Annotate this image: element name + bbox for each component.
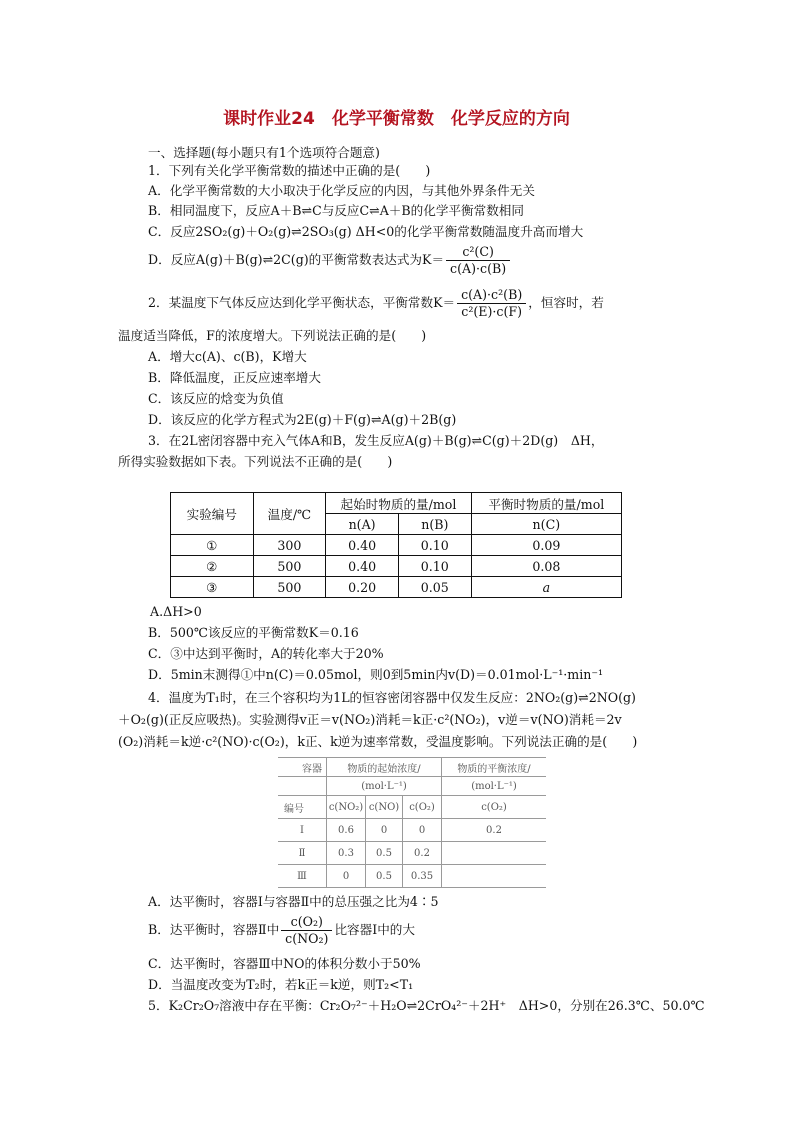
q4-th-c4: c(O₂) <box>442 796 547 819</box>
table-cell: Ⅲ <box>278 865 327 888</box>
q4-option-c: C．达平衡时，容器Ⅲ中NO的体积分数小于50% <box>148 956 421 971</box>
table-cell: Ⅱ <box>278 842 327 865</box>
q3-data-table <box>170 492 622 598</box>
table-row <box>171 577 622 598</box>
table-cell: 300 <box>253 535 326 556</box>
q4-th-start-unit: (mol·L⁻¹) <box>327 777 442 796</box>
q4-option-a: A．达平衡时，容器Ⅰ与容器Ⅱ中的总压强之比为4∶5 <box>148 894 439 909</box>
table-cell: 0 <box>403 819 442 842</box>
table-cell: 0.20 <box>326 577 399 598</box>
q4-option-b-text: B．达平衡时，容器Ⅱ中 <box>148 922 280 937</box>
table-row <box>278 865 546 888</box>
table-cell: 500 <box>253 577 326 598</box>
table-cell: 0 <box>366 819 403 842</box>
table-cell: 0.2 <box>403 842 442 865</box>
q4-th-c3: c(O₂) <box>403 796 442 819</box>
q2-option-a: A．增大c(A)、c(B)，K增大 <box>148 349 307 364</box>
q4-th-container: 容器 <box>278 758 327 777</box>
table-cell: ③ <box>171 577 254 598</box>
q3-th-temp: 温度/℃ <box>253 493 326 535</box>
q4-th-no: 编号 <box>278 796 327 819</box>
q2-stem <box>148 287 604 320</box>
q4-table-subheader-row <box>278 796 546 819</box>
q3-stem: 3．在2L密闭容器中充入气体A和B，发生反应A(g)＋B(g)⇌C(g)＋2D(g) ΔH， <box>148 433 604 448</box>
table-cell: ① <box>171 535 254 556</box>
q4-stem-line2: ＋O₂(g)(正反应吸热)。实验测得v正＝v(NO₂)消耗＝k正·c²(NO₂)，v逆＝v(NO)消耗＝2v <box>118 712 622 727</box>
q1-fraction <box>446 244 510 277</box>
q4-th-eq: 物质的平衡浓度/ <box>442 758 547 777</box>
q3-th-start: 起始时物质的量/mol <box>326 493 471 514</box>
q4-fraction <box>281 914 332 947</box>
q3-option-a: A.ΔH>0 <box>150 604 202 619</box>
q1-option-c: C．反应2SO₂(g)＋O₂(g)⇌2SO₃(g) ΔH<0的化学平衡常数随温度升高而增大 <box>148 224 584 239</box>
table-cell: 0.2 <box>442 819 547 842</box>
q1-option-d <box>148 244 512 277</box>
q2-fraction-num: c(A)·c²(B) <box>457 287 526 304</box>
q1-stem: 1．下列有关化学平衡常数的描述中正确的是( ) <box>148 163 431 178</box>
q4-data-table <box>278 757 546 888</box>
q4-option-d: D．当温度改变为T₂时，若k正＝k逆，则T₂<T₁ <box>148 977 414 992</box>
q1-option-a: A．化学平衡常数的大小取决于化学反应的内因，与其他外界条件无关 <box>148 183 535 198</box>
q2-stem-line2: 温度适当降低，F的浓度增大。下列说法正确的是( ) <box>118 328 427 343</box>
q4-th-blank <box>278 777 327 796</box>
q4-option-b <box>148 914 415 947</box>
q2-fraction-den: c²(E)·c(F) <box>461 304 523 319</box>
q2-stem-post: ，恒容时，若 <box>528 295 604 310</box>
q2-option-b: B．降低温度，正反应速率增大 <box>148 370 321 385</box>
q3-th-id: 实验编号 <box>171 493 254 535</box>
q2-fraction <box>457 287 526 320</box>
q5-stem-line1: 5．K₂Cr₂O₇溶液中存在平衡：Cr₂O₇²⁻＋H₂O⇌2CrO₄²⁻＋2H⁺ ΔH>0，分别在26.3℃、50.0℃ <box>148 998 705 1013</box>
q4-fraction-num: c(O₂) <box>281 914 332 931</box>
q4-table-header-row2 <box>278 777 546 796</box>
q1-option-b: B．相同温度下，反应A＋B⇌C与反应C⇌A＋B的化学平衡常数相同 <box>148 203 524 218</box>
table-cell: 0.09 <box>471 535 621 556</box>
table-cell <box>442 842 547 865</box>
table-row <box>278 842 546 865</box>
q4-th-c2: c(NO) <box>366 796 403 819</box>
table-row <box>171 535 622 556</box>
q4-th-eq-unit: (mol·L⁻¹) <box>442 777 547 796</box>
q4-th-c1: c(NO₂) <box>327 796 366 819</box>
table-cell: 0.5 <box>366 842 403 865</box>
q3-option-b: B．500℃该反应的平衡常数K＝0.16 <box>148 625 359 640</box>
table-cell: 0.10 <box>398 535 471 556</box>
table-cell: 0.08 <box>471 556 621 577</box>
q3-th-eq: 平衡时物质的量/mol <box>471 493 621 514</box>
q1-option-d-text: D．反应A(g)＋B(g)⇌2C(g)的平衡常数表达式为K＝ <box>148 252 445 267</box>
q3-th-nB: n(B) <box>398 514 471 535</box>
q1-fraction-num: c²(C) <box>446 244 510 261</box>
table-cell: 0.3 <box>327 842 366 865</box>
q2-option-c: C．该反应的焓变为负值 <box>148 391 284 406</box>
q4-th-start: 物质的起始浓度/ <box>327 758 442 777</box>
q3-th-nA: n(A) <box>326 514 399 535</box>
table-cell: 0.05 <box>398 577 471 598</box>
q4-table-header-row <box>278 758 546 777</box>
q3-stem-line2: 所得实验数据如下表。下列说法不正确的是( ) <box>118 454 393 469</box>
table-cell: 0.35 <box>403 865 442 888</box>
table-cell: a <box>471 577 621 598</box>
table-cell: 0.6 <box>327 819 366 842</box>
table-cell: 0 <box>327 865 366 888</box>
section-heading: 一、选择题(每小题只有1个选项符合题意) <box>148 145 380 160</box>
q4-stem-line1: 4．温度为T₁时，在三个容积均为1L的恒容密闭容器中仅发生反应：2NO₂(g)⇌2NO(g) <box>148 690 636 705</box>
q1-fraction-den: c(A)·c(B) <box>450 261 507 276</box>
table-cell: Ⅰ <box>278 819 327 842</box>
q4-stem-line3: (O₂)消耗＝k逆·c²(NO)·c(O₂)，k正、k逆为速率常数，受温度影响。下列说法正确的是( ) <box>118 734 638 749</box>
q3-option-d: D．5min末测得①中n(C)＝0.05mol，则0到5min内v(D)＝0.01mol·L⁻¹·min⁻¹ <box>148 667 604 682</box>
q4-fraction-den: c(NO₂) <box>285 931 329 946</box>
q3-th-nC: n(C) <box>471 514 621 535</box>
table-cell: 0.40 <box>326 535 399 556</box>
table-cell: 0.40 <box>326 556 399 577</box>
table-row <box>171 556 622 577</box>
table-cell: 500 <box>253 556 326 577</box>
table-cell: 0.5 <box>366 865 403 888</box>
page-title: 课时作业24 化学平衡常数 化学反应的方向 <box>223 109 570 129</box>
table-cell <box>442 865 547 888</box>
table-cell: ② <box>171 556 254 577</box>
q3-option-c: C．③中达到平衡时，A的转化率大于20% <box>148 646 384 661</box>
q4-option-b-post: 比容器Ⅰ中的大 <box>334 922 415 937</box>
table-cell: 0.10 <box>398 556 471 577</box>
q2-option-d: D．该反应的化学方程式为2E(g)＋F(g)⇌A(g)＋2B(g) <box>148 412 457 427</box>
table-row <box>278 819 546 842</box>
q2-stem-text: 2．某温度下气体反应达到化学平衡状态，平衡常数K＝ <box>148 295 456 310</box>
q3-table-header-row <box>171 493 622 514</box>
